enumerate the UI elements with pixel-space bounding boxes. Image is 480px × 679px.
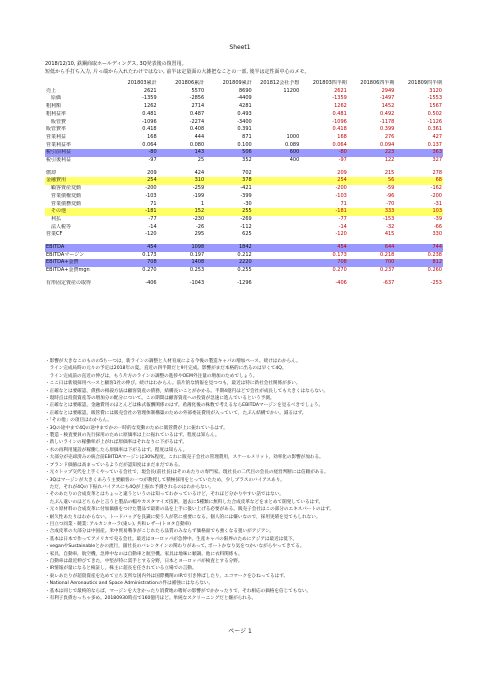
table-row bbox=[45, 231, 443, 239]
table-cell: 0.418 bbox=[332, 126, 347, 133]
row-label: 顧客資産変動 bbox=[46, 185, 82, 192]
note-line: ・正確なとは要確認，販管費には販売会社の管理体制構築のための外部委託費用が入っていて，たぶん結構でかい。減るはず。 bbox=[45, 410, 307, 416]
note-line: ・正確なとは要確認，債務の相殺方法は顧客資産の債務，結構長いことがかかる。半期4億円ほどで会社が成長しても大きくはならない。 bbox=[45, 388, 329, 394]
table-cell: 2621 bbox=[143, 87, 157, 94]
table-cell: 702 bbox=[242, 169, 252, 176]
table-row bbox=[45, 259, 443, 267]
page-footer: ページ 1 bbox=[228, 628, 252, 635]
table-cell: 0.089 bbox=[284, 141, 300, 148]
table-cell: 223 bbox=[348, 149, 396, 157]
column-header: 201803四半期 bbox=[312, 80, 347, 86]
table-cell: 0.361 bbox=[427, 126, 442, 133]
note-line: ・元々原材料の合成皮革に付加価値をつけた製品で最新の品を上手に扱い上げる必要がある。販売子会社はこの部分のエキスパートのはず。 bbox=[45, 507, 334, 513]
table-cell: 1567 bbox=[429, 103, 442, 110]
table-cell: 0.094 bbox=[380, 141, 395, 148]
row-label: 税引後利益 bbox=[46, 157, 72, 164]
table-cell: 2220 bbox=[205, 259, 253, 267]
note-line: ・3Qはマージンが大きくあろう主要顧客の一つが教授して積極採用をとっていたため，少しプラスのバイアスあり。 bbox=[45, 477, 285, 483]
table-cell: 444 bbox=[194, 133, 205, 140]
row-label: 売上 bbox=[46, 87, 57, 94]
table-cell: -4409 bbox=[237, 95, 252, 102]
table-row bbox=[45, 142, 443, 150]
column-header: 201806四半期 bbox=[360, 80, 395, 86]
table-cell: 708 bbox=[110, 259, 158, 267]
table-cell bbox=[253, 208, 301, 216]
table-row bbox=[45, 103, 443, 111]
row-label: 利払 bbox=[46, 215, 62, 222]
table-row bbox=[45, 185, 443, 193]
table-cell: 0.237 bbox=[380, 267, 395, 274]
table-cell: -181 bbox=[110, 208, 158, 216]
table-cell: 0.487 bbox=[189, 110, 205, 117]
table-cell: 1452 bbox=[381, 103, 395, 110]
table-cell: -153 bbox=[383, 215, 395, 222]
note-line: ・「その他」の項目はわからん。 bbox=[45, 418, 112, 424]
row-label: 粗利額 bbox=[46, 103, 62, 110]
table-row bbox=[45, 170, 443, 178]
table-cell: 209 bbox=[337, 169, 347, 176]
table-cell: -112 bbox=[240, 223, 252, 230]
table-cell: -80 bbox=[300, 149, 348, 157]
table-cell: 215 bbox=[384, 169, 395, 176]
table-cell: 1408 bbox=[158, 259, 206, 267]
table-cell: -77 bbox=[148, 215, 157, 222]
row-label: 金融費用 bbox=[45, 177, 110, 185]
note-line: ・基本は日本で作ってアメリカで売る会社。最近はヨーロッパが急伸中。生産キャパの限界のためにアジアは最近は低下。 bbox=[45, 536, 298, 542]
table-cell bbox=[253, 103, 301, 111]
table-cell: -70 bbox=[386, 200, 395, 207]
note-line: ・そのあたりの合成皮革とはちょっと違うというのは知ってわかっているけど，それほど分かりやすい話ではない。 bbox=[45, 492, 284, 498]
table-row bbox=[45, 208, 443, 216]
row-label: EBITDA+金費mgn bbox=[46, 267, 90, 274]
table-row bbox=[45, 193, 443, 201]
table-cell: 1098 bbox=[158, 244, 206, 252]
table-cell: -120 bbox=[335, 231, 347, 238]
table-cell: 276 bbox=[384, 133, 395, 140]
row-label: 償却 bbox=[46, 169, 57, 176]
note-line: ・現時点は投資資産等の増加分の配分について。この期間は顧客資産への投資が急速に進んでいるという予測。 bbox=[45, 396, 275, 402]
table-row bbox=[45, 177, 443, 185]
table-cell bbox=[253, 185, 301, 193]
column-header: 201803累計 bbox=[127, 80, 157, 86]
table-cell: 2714 bbox=[191, 103, 205, 110]
note-line: ・IR情報が量になると検証し，株主に超長を任されている立場での言動。 bbox=[45, 566, 197, 572]
table-cell: -1178 bbox=[379, 118, 395, 125]
table-cell bbox=[253, 170, 301, 178]
table-cell: 5570 bbox=[191, 87, 205, 94]
table-cell bbox=[253, 177, 301, 185]
table-cell: -1096 bbox=[142, 118, 157, 125]
note-line: ・元々トップ交代を上手くやっている会社で，現会長(前社長)はそのあたりの専門家。現社長の二代目の会長の経営判断には信頼がある。 bbox=[45, 470, 329, 476]
notes-list bbox=[45, 358, 445, 602]
table-cell: -200 bbox=[430, 192, 442, 199]
table-cell: 0.173 bbox=[142, 251, 157, 258]
table-cell: 0.255 bbox=[237, 267, 252, 274]
table-cell: 378 bbox=[205, 177, 253, 185]
table-row bbox=[45, 280, 443, 288]
table-cell: -1359 bbox=[142, 95, 157, 102]
table-cell: -1553 bbox=[427, 95, 442, 102]
table-cell: 506 bbox=[205, 149, 253, 157]
table-cell: 0.218 bbox=[380, 251, 395, 258]
table-cell: 330 bbox=[432, 231, 442, 238]
table-cell: -103 bbox=[145, 192, 157, 199]
table-cell: 25 bbox=[197, 157, 205, 164]
note-line: ・National Aeronautics and Space Administrationの件は補強にはならない。 bbox=[45, 581, 214, 587]
table-cell bbox=[253, 95, 301, 103]
table-cell: 424 bbox=[194, 169, 205, 176]
table-cell: -406 bbox=[335, 279, 347, 286]
table-cell: 71 bbox=[340, 200, 347, 207]
table-cell: -421 bbox=[240, 185, 252, 192]
table-cell: 0.493 bbox=[237, 110, 252, 117]
table-cell: 254 bbox=[300, 177, 348, 185]
table-cell bbox=[253, 119, 301, 127]
table-cell: 168 bbox=[147, 133, 157, 140]
sheet-title: Sheet1 bbox=[229, 44, 251, 51]
table-cell: -253 bbox=[430, 279, 442, 286]
table-header-row bbox=[45, 80, 443, 88]
note-line: ・家具，自動車，航空機，急伸中なのは自動車と航空機。家具は地味に順調。他に衣料関係も。 bbox=[45, 551, 243, 557]
table-cell: 327 bbox=[432, 157, 442, 164]
note-line: ・正確なとは要確認，金融費用のほとんどは株式報酬関係のはず。希薄化後の株数で考えるならEBITDAマージンを見るべきでしょう。 bbox=[45, 403, 324, 409]
table-cell bbox=[253, 193, 301, 201]
table-cell: -26 bbox=[196, 223, 205, 230]
table-cell: 1 bbox=[200, 200, 205, 207]
table-cell: 0.408 bbox=[189, 126, 205, 133]
table-row bbox=[45, 111, 443, 119]
intro-line: 短低から手打ち入力, 片っ端から入れたわけではない, 前半は定量面の大雑把なことの一部, 後半は定性面中心のメモ。 bbox=[45, 69, 310, 75]
table-cell: -66 bbox=[433, 223, 442, 230]
table-row bbox=[45, 267, 443, 275]
table-cell: 122 bbox=[384, 157, 395, 164]
table-cell: 352 bbox=[242, 157, 252, 164]
table-cell bbox=[253, 111, 301, 119]
table-cell: 0.100 bbox=[237, 141, 252, 148]
note-line: ・合成皮革の大部分は中国産。米中貿易戦争がこじれたら品質のみならず価格面でも強くなる狙いがアジアン。 bbox=[45, 529, 274, 535]
table-cell: -77 bbox=[338, 215, 347, 222]
table-cell: 0.238 bbox=[427, 251, 442, 258]
table-cell: 454 bbox=[300, 244, 348, 252]
table-row bbox=[45, 126, 443, 134]
table-cell: -14 bbox=[338, 223, 347, 230]
note-line: ライン完成局時の元々の予定は2018年の夏。直近の四半期だと9月完成。影響がまだ本格的に出るのは早くて4Q。 bbox=[45, 366, 287, 372]
note-line: ・製造・検査要員の先行採用のために原価率は上に振れているはず。程度は知らん。 bbox=[45, 433, 220, 439]
table-cell: 427 bbox=[432, 133, 442, 140]
row-label: 営業CF bbox=[46, 231, 63, 238]
table-cell: 0.137 bbox=[427, 141, 442, 148]
table-cell: 0.253 bbox=[189, 267, 205, 274]
table-cell: -162 bbox=[430, 185, 442, 192]
table-cell: -97 bbox=[338, 157, 347, 164]
table-cell: 254 bbox=[110, 177, 158, 185]
table-cell: 363 bbox=[395, 149, 443, 157]
table-cell: 68 bbox=[395, 177, 443, 185]
row-label: 営業利益 bbox=[46, 133, 67, 140]
table-cell: 744 bbox=[395, 244, 443, 252]
table-cell: 255 bbox=[205, 208, 253, 216]
table-cell: -3400 bbox=[237, 118, 252, 125]
table-cell: 152 bbox=[158, 208, 206, 216]
table-cell: 400 bbox=[289, 157, 300, 164]
table-cell: 700 bbox=[348, 259, 396, 267]
table-cell: 0.270 bbox=[142, 267, 157, 274]
table-cell: 0.399 bbox=[380, 126, 395, 133]
table-cell: 0.481 bbox=[332, 110, 347, 117]
table-cell: 2621 bbox=[334, 87, 347, 94]
table-row bbox=[45, 157, 443, 165]
table-cell: 0.080 bbox=[189, 141, 205, 148]
column-header: 201806累計 bbox=[175, 80, 205, 86]
row-label: EBITDA+金費 bbox=[45, 259, 110, 267]
table-cell bbox=[253, 252, 301, 260]
table-cell bbox=[253, 244, 301, 252]
table-cell bbox=[253, 126, 301, 134]
intro-text bbox=[45, 60, 445, 76]
table-cell: -406 bbox=[145, 279, 157, 286]
table-cell: 168 bbox=[337, 133, 347, 140]
table-cell: -39 bbox=[433, 215, 442, 222]
table-cell: -14 bbox=[148, 223, 157, 230]
table-cell bbox=[253, 201, 301, 209]
note-line: ・水の再利用施設が稼働したら原価率は下がるはず。程度は知らん。 bbox=[45, 447, 188, 453]
table-cell: 0.173 bbox=[332, 251, 347, 258]
table-cell: -200 bbox=[335, 185, 347, 192]
table-row bbox=[45, 95, 443, 103]
table-cell: 0.064 bbox=[332, 141, 347, 148]
table-cell: 625 bbox=[242, 231, 252, 238]
table-row bbox=[45, 201, 443, 209]
row-label: EBITDAマージン bbox=[46, 251, 85, 258]
table-row bbox=[45, 88, 443, 96]
table-cell: -103 bbox=[335, 192, 347, 199]
column-header bbox=[45, 80, 110, 88]
intro-line: 2018/12/10, 鉄鋼商取ホールディングス, 3Q発表後の復習用。 bbox=[45, 61, 187, 67]
table-cell: 1842 bbox=[205, 244, 253, 252]
table-cell: -120 bbox=[145, 231, 157, 238]
table-cell: 708 bbox=[300, 259, 348, 267]
note-line: ・ブランド価値は高まっているようだが認知度はまだまだである。 bbox=[45, 462, 183, 468]
table-cell: 8690 bbox=[238, 87, 252, 94]
table-cell: 2949 bbox=[381, 87, 395, 94]
table-cell bbox=[253, 280, 301, 288]
table-cell: 11200 bbox=[283, 87, 300, 94]
note-line: ・有利子負債むっちゃ多め。20180930時点で160億円ほど。単純なスクリーニングだと嫌がられる。 bbox=[45, 596, 257, 601]
note-line: ・東レあたりが超資資産を込めて立ち支所な国内外は国際機関のIRで引き伸ばしたり，エコマークをひねってるはず。 bbox=[45, 573, 289, 579]
table-cell: -96 bbox=[386, 192, 395, 199]
table-cell: -637 bbox=[383, 279, 395, 286]
table-cell bbox=[253, 216, 301, 224]
table-cell: -1497 bbox=[379, 95, 395, 102]
row-label: 営業利益率 bbox=[46, 141, 72, 148]
table-cell: 0.391 bbox=[237, 126, 252, 133]
table-cell: -1096 bbox=[332, 118, 347, 125]
table-cell: -399 bbox=[240, 192, 252, 199]
table-cell: 0.481 bbox=[142, 110, 157, 117]
row-label: 営業債権変動 bbox=[46, 192, 82, 199]
note-line: ・大部分が売却済みの統合前EBITDAマージンは30%程度。これに販売子会社の管理費用，スケールメリット，効率化の影響が加わる。 bbox=[45, 455, 324, 461]
table-cell: -2856 bbox=[189, 95, 205, 102]
row-label: 有形固定資産の取得 bbox=[46, 279, 92, 286]
table-cell bbox=[253, 231, 301, 239]
table-cell: -2274 bbox=[189, 118, 205, 125]
row-label: 法人税等 bbox=[46, 223, 72, 230]
note-line: ・新しいラインの稼働率が上がれば原価率はそれなりに下がるはず。 bbox=[45, 440, 187, 446]
table-cell: -181 bbox=[300, 208, 348, 216]
table-cell: 600 bbox=[253, 149, 301, 157]
table-cell: 295 bbox=[194, 231, 205, 238]
row-label: 営業債務変動 bbox=[46, 200, 82, 207]
row-label: 販管費 bbox=[46, 118, 67, 125]
table-cell: 71 bbox=[150, 200, 157, 207]
note-line: ただ，それが4Qの下振れバイアスにも4Qが上振れ予測されるのはわからない。 bbox=[45, 484, 214, 490]
table-row bbox=[45, 224, 443, 232]
table-cell: -80 bbox=[110, 149, 158, 157]
table-cell: 4281 bbox=[238, 103, 252, 110]
table-cell: 1000 bbox=[286, 133, 300, 140]
note-line: ・基本は同じで最終的ならば，マージンを大きかったり消費地の嗜好の影響がでかかったりで，それ相応の価格を信じてもない。 bbox=[45, 588, 312, 594]
table-cell: -97 bbox=[148, 157, 157, 164]
table-cell: 0.502 bbox=[427, 110, 442, 117]
table-cell: -1126 bbox=[427, 118, 442, 125]
table-cell: 0.064 bbox=[142, 141, 157, 148]
table-cell: 415 bbox=[384, 231, 395, 238]
table-cell: 310 bbox=[158, 177, 206, 185]
row-label: EBITDA bbox=[45, 244, 110, 252]
table-cell: 454 bbox=[110, 244, 158, 252]
column-header: 201812会社予想 bbox=[260, 80, 300, 86]
table-cell: -31 bbox=[433, 200, 442, 207]
table-cell: -30 bbox=[243, 200, 252, 207]
table-cell: -230 bbox=[192, 215, 205, 222]
table-cell: 56 bbox=[348, 177, 396, 185]
table-row bbox=[45, 244, 443, 252]
column-header: 201809四半期 bbox=[407, 80, 442, 86]
note-line: ・自動車は最近伸びてきた，中堅が特に需手とする分野，日本とヨーロッパが検査とする分野。 bbox=[45, 558, 243, 564]
table-cell bbox=[253, 267, 301, 275]
table-cell: 0.260 bbox=[427, 267, 442, 274]
table-cell: 871 bbox=[242, 133, 252, 140]
note-line: ・耐久性あたりはわからない。トードバッグを良識に使う人が常に重要になる。個人的には嫌いなので，採用実績を見てもしれない。 bbox=[45, 514, 321, 520]
table-cell: -1359 bbox=[332, 95, 347, 102]
table-cell: 0.212 bbox=[237, 251, 252, 258]
table-cell: 1262 bbox=[334, 103, 347, 110]
table-cell bbox=[253, 224, 301, 232]
table-row bbox=[45, 216, 443, 224]
table-cell: -1043 bbox=[189, 279, 205, 286]
table-cell: 143 bbox=[158, 149, 206, 157]
table-cell: -269 bbox=[240, 215, 252, 222]
note-line: ・目立つ同業・競業: アルカンターラ(東レ), 共和レザー(トヨタ自動車) bbox=[45, 521, 191, 527]
table-cell: 3120 bbox=[429, 87, 442, 94]
table-row bbox=[45, 252, 443, 260]
table-row bbox=[45, 134, 443, 142]
table-cell: -199 bbox=[192, 192, 205, 199]
note-line: ・ここ日は新規採用ペースと顧客1社の伸び。続けはわからん。前片的な情報を見つつも，最近は特に新社会社関係が多い。 bbox=[45, 381, 301, 387]
table-cell bbox=[253, 259, 301, 267]
table-cell: 0.418 bbox=[142, 126, 157, 133]
column-header: 201809累計 bbox=[222, 80, 252, 86]
table-row bbox=[45, 149, 443, 157]
row-label: 販管費率 bbox=[46, 126, 67, 133]
financial-table bbox=[45, 80, 443, 288]
row-label: その他 bbox=[45, 208, 110, 216]
table-cell: 0.270 bbox=[332, 267, 347, 274]
note-line: たぶん違いのほどちらかと言うと製品の幅やカスタマイズ技術，過去に5種類に無料した合成皮革などをまとめて開発しているはず。 bbox=[45, 499, 324, 505]
note-line: ・veganやSustainableとかの流行，副社長のバレンタインの関わりがあって, ボートかなり気をつかいながらやってきてる。 bbox=[45, 544, 305, 550]
row-label: 原価 bbox=[46, 95, 62, 102]
table-cell: -200 bbox=[145, 185, 157, 192]
table-cell: 103 bbox=[395, 208, 443, 216]
note-line: ・3Qの途中まで4Qの途中までかの一時的な変動のために販管費が上に振れているはず。 bbox=[45, 425, 228, 431]
table-cell: 812 bbox=[395, 259, 443, 267]
table-cell: 0.197 bbox=[189, 251, 205, 258]
row-label: 税引前利益 bbox=[45, 149, 110, 157]
table-cell: 333 bbox=[348, 208, 396, 216]
table-cell: -259 bbox=[192, 185, 205, 192]
table-cell: 209 bbox=[147, 169, 157, 176]
note-line: ライン完成前の直近の伸びは，もう片方のラインの調整の進捗やOEM外注量の増加のためでしょう。 bbox=[45, 373, 258, 379]
table-row bbox=[45, 119, 443, 127]
table-cell: -32 bbox=[386, 223, 395, 230]
table-cell: 1262 bbox=[143, 103, 157, 110]
table-cell: -1296 bbox=[237, 279, 252, 286]
table-cell: -59 bbox=[386, 185, 395, 192]
table-cell: 278 bbox=[432, 169, 442, 176]
note-line: ・影響が大きなこのものの5ちーつは，新ラインの調整と人材育成による今後の製造キャパの増加ペース。続けはわからん。 bbox=[45, 359, 301, 364]
table-cell: 644 bbox=[348, 244, 396, 252]
table-cell: 0.492 bbox=[380, 110, 395, 117]
row-label: 粗利益率 bbox=[46, 110, 67, 117]
